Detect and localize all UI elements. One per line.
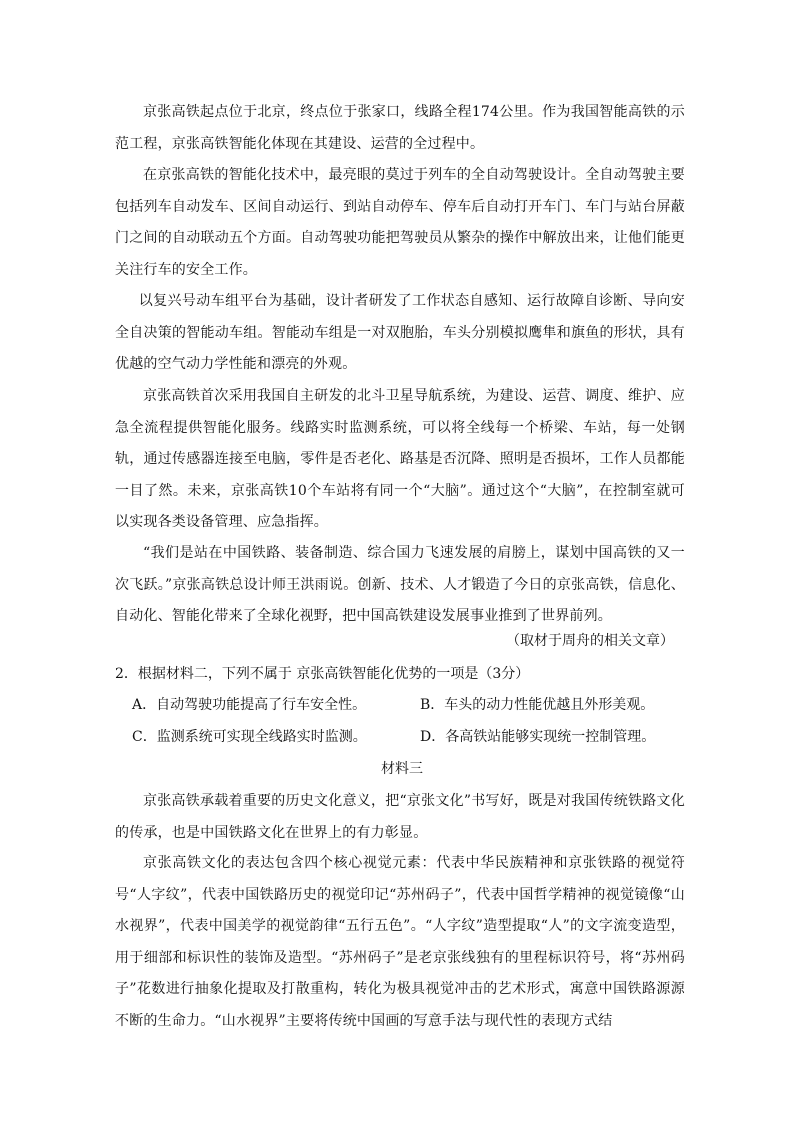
question-stem: 2．根据材料二，下列不属于 京张高铁智能化优势的一项是（3分）	[115, 666, 530, 682]
material3-paragraph-2: 京张高铁文化的表达包含四个核心视觉元素：代表中华民族精神和京张铁路的视觉符号“人字纹”，代表中国铁路历史的视觉印记“苏州码子”，代表中国哲学精神的视觉镜像“山水视界”，代表中国美学的视觉韵律“五行五色”。“人字纹”造型提取“人”的文字流变造型，用于细部和标识性的装饰及造型。“苏州码子”是老京张线独有的里程标识符号，将“苏州码子”花数进行抽象化提取及打散重构，转化为极具视觉冲击的艺术形式，寓意中国铁路源源不断的生命力。“山水视界”主要将传统中国画的写意手法与现代性的表现方式结	[115, 855, 685, 1029]
material2-paragraph-5: “我们是站在中国铁路、装备制造、综合国力飞速发展的肩膀上，谋划中国高铁的又一次飞跃。”京张高铁总设计师王洪雨说。创新、技术、人才锻造了今日的京张高铁，信息化、自动化、智能化带来了全球化视野，把中国高铁建设发展事业推到了世界前列。	[115, 545, 685, 624]
source-citation: （取材于周舟的相关文章）	[506, 633, 674, 649]
material2-paragraph-1: 京张高铁起点位于北京，终点位于张家口，线路全程174公里。作为我国智能高铁的示范工程，京张高铁智能化体现在其建设、运营的全过程中。	[115, 104, 685, 152]
option-c: C．监测系统可实现全线路实时监测。	[132, 729, 367, 745]
option-a: A．自动驾驶功能提高了行车安全性。	[132, 697, 367, 713]
material2-paragraph-2: 在京张高铁的智能化技术中，最亮眼的莫过于列车的全自动驾驶设计。全自动驾驶主要包括列车自动发车、区间自动运行、到站自动停车、停车后自动打开车门、车门与站台屏蔽门之间的自动联动五个方面。自动驾驶功能把驾驶员从繁杂的操作中解放出来，让他们能更关注行车的安全工作。	[115, 167, 685, 278]
material2-paragraph-3: 以复兴号动车组平台为基础，设计者研发了工作状态自感知、运行故障自诊断、导向安全自决策的智能动车组。智能动车组是一对双胞胎，车头分别模拟鹰隼和旗鱼的形状，具有优越的空气动力学性能和漂亮的外观。	[115, 293, 685, 372]
option-d: D．各高铁站能够实现统一控制管理。	[420, 729, 656, 745]
material2-paragraph-4: 京张高铁首次采用我国自主研发的北斗卫星导航系统，为建设、运营、调度、维护、应急全流程提供智能化服务。线路实时监测系统，可以将全线每一个桥梁、车站，每一处钢轨，通过传感器连接至电脑，零件是否老化、路基是否沉降、照明是否损坏，工作人员都能一目了然。未来，京张高铁10个车站将有同一个“大脑”。通过这个“大脑”，在控制室就可以实现各类设备管理、应急指挥。	[115, 388, 685, 530]
material3-heading-text: 材料三	[381, 761, 423, 777]
material3-paragraph-1: 京张高铁承载着重要的历史文化意义，把“京张文化”书写好，既是对我国传统铁路文化的传承，也是中国铁路文化在世界上的有力彰显。	[115, 793, 685, 841]
material3-heading	[0, 756, 794, 782]
option-b: B．车头的动力性能优越且外形美观。	[420, 697, 655, 713]
